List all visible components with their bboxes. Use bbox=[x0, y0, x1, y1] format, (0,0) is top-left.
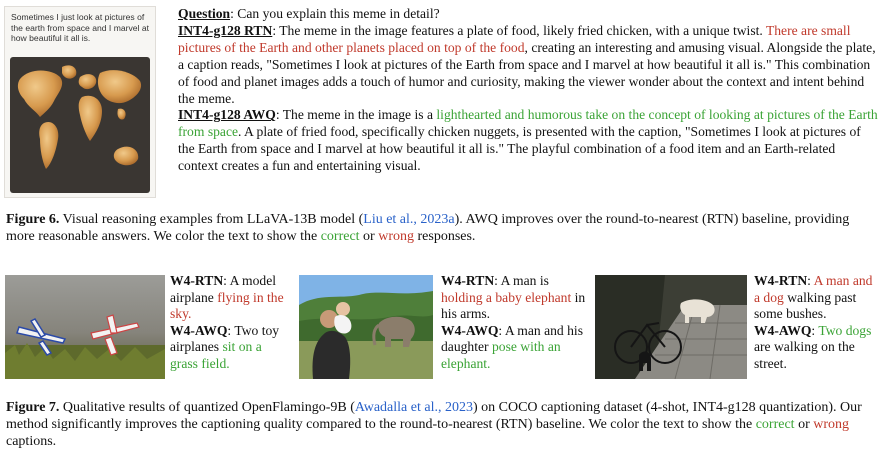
caption-text: responses. bbox=[414, 229, 476, 244]
figure7-caption bbox=[6, 399, 878, 450]
awq-label: W4-AWQ bbox=[170, 322, 228, 338]
man-with-daughter-elephant-photo bbox=[299, 275, 433, 379]
caption-panel-3 bbox=[754, 273, 878, 373]
rtn-text: : A model airplane bbox=[170, 273, 277, 305]
caption-text: ) on COCO captioning dataset (4-shot, INT4-g128 quantization). Our method significantly improves the captioning quality compared to the round-to-nearest (RTN) baseline. We color the text to show the bbox=[6, 400, 862, 432]
caption-text: or bbox=[359, 229, 379, 244]
rtn-label: W4-RTN bbox=[441, 273, 495, 288]
correct-word: correct bbox=[755, 417, 795, 432]
citation-link[interactable]: Awadalla et al., 2023 bbox=[354, 400, 473, 415]
rtn-text-wrong: There are small pictures of the Earth and other planets placed on top of the food bbox=[178, 22, 851, 55]
awq-correct-text: Two dogs bbox=[818, 322, 872, 338]
rtn-label: W4-RTN bbox=[754, 273, 808, 288]
awq-text: are walking on the street. bbox=[754, 339, 855, 371]
wrong-word: wrong bbox=[813, 417, 850, 432]
rtn-wrong-text: flying in the sky. bbox=[170, 289, 284, 322]
awq-text: : A man and his daughter bbox=[441, 322, 583, 355]
rtn-label: W4-RTN bbox=[170, 273, 224, 288]
awq-text-2: . A plate of fried food, specifically chicken nuggets, is presented with the caption, "Sometimes I look at pictures of the Earth from space and I marvel at how beautiful it all is." The playful combination of a food item and an Earth-related context creates a fun and entertaining visual. bbox=[178, 124, 861, 174]
baking-tray bbox=[10, 57, 150, 193]
awq-label: W4-AWQ bbox=[754, 322, 812, 338]
rtn-text-1: : The meme in the image features a plate of food, likely fried chicken, with a unique twist. bbox=[272, 22, 766, 38]
figure6-caption bbox=[6, 211, 878, 245]
awq-text-1: : The meme in the image is a bbox=[275, 107, 437, 123]
meme-image bbox=[4, 6, 156, 198]
awq-correct-text: sit on a grass field. bbox=[170, 339, 262, 371]
citation-link[interactable]: Liu et al., 2023a bbox=[363, 212, 455, 227]
caption-text: Visual reasoning examples from LLaVA-13B model ( bbox=[59, 212, 364, 227]
caption-text: or bbox=[794, 417, 814, 432]
rtn-text-2: , creating an interesting and amusing visual. Alongside the plate, a caption reads, "Sometimes I look at pictures of the Earth from space and I marvel at how beautiful it all is." This combination of food and planet images adds a touch of humor and curiosity, making the viewer wonder about the context and intent behind the meme. bbox=[178, 39, 876, 106]
awq-text-correct: lighthearted and humorous take on the concept of looking at pictures of the Earth from space bbox=[178, 107, 878, 140]
rtn-text: walking past some bushes. bbox=[754, 289, 857, 322]
correct-word: correct bbox=[320, 229, 360, 244]
caption-text: ). AWQ improves over the round-to-nearest (RTN) baseline, providing more reasonable answers. We color the text to show the bbox=[6, 212, 850, 244]
caption-panel-2 bbox=[441, 273, 591, 373]
caption-text: captions. bbox=[6, 434, 57, 449]
figure6-text-block bbox=[178, 6, 878, 175]
figure6-label: Figure 6. bbox=[6, 212, 60, 227]
rtn-text: in his arms. bbox=[441, 289, 586, 322]
awq-text: : Two toy airplanes bbox=[170, 322, 280, 355]
awq-text: : bbox=[811, 322, 819, 338]
rtn-wrong-text: A man and a dog bbox=[754, 273, 873, 305]
caption-text: Qualitative results of quantized OpenFlamingo-9B ( bbox=[59, 400, 355, 415]
meme-caption-text: Sometimes I just look at pictures of the earth from space and I marvel at how beautiful it all is. bbox=[11, 12, 150, 43]
question-line bbox=[178, 6, 878, 23]
caption-panel-1 bbox=[170, 273, 290, 373]
dogs-on-street-photo bbox=[595, 275, 747, 379]
rtn-text: : bbox=[807, 273, 814, 288]
awq-answer bbox=[178, 107, 878, 175]
question-text: : Can you explain this meme in detail? bbox=[230, 6, 440, 21]
rtn-answer bbox=[178, 23, 878, 108]
wrong-word: wrong bbox=[378, 229, 414, 244]
awq-label: W4-AWQ bbox=[441, 322, 499, 338]
awq-label: INT4-g128 AWQ bbox=[178, 107, 276, 123]
rtn-wrong-text: holding a baby elephant bbox=[441, 289, 572, 305]
rtn-label: INT4-g128 RTN bbox=[178, 22, 273, 38]
chicken-nuggets-world-map bbox=[10, 57, 150, 193]
awq-correct-text: pose with an elephant. bbox=[441, 339, 561, 371]
figure7-label: Figure 7. bbox=[6, 400, 60, 415]
rtn-text: : A man is bbox=[494, 273, 549, 288]
toy-airplanes-photo bbox=[5, 275, 165, 379]
question-label: Question bbox=[178, 6, 231, 21]
